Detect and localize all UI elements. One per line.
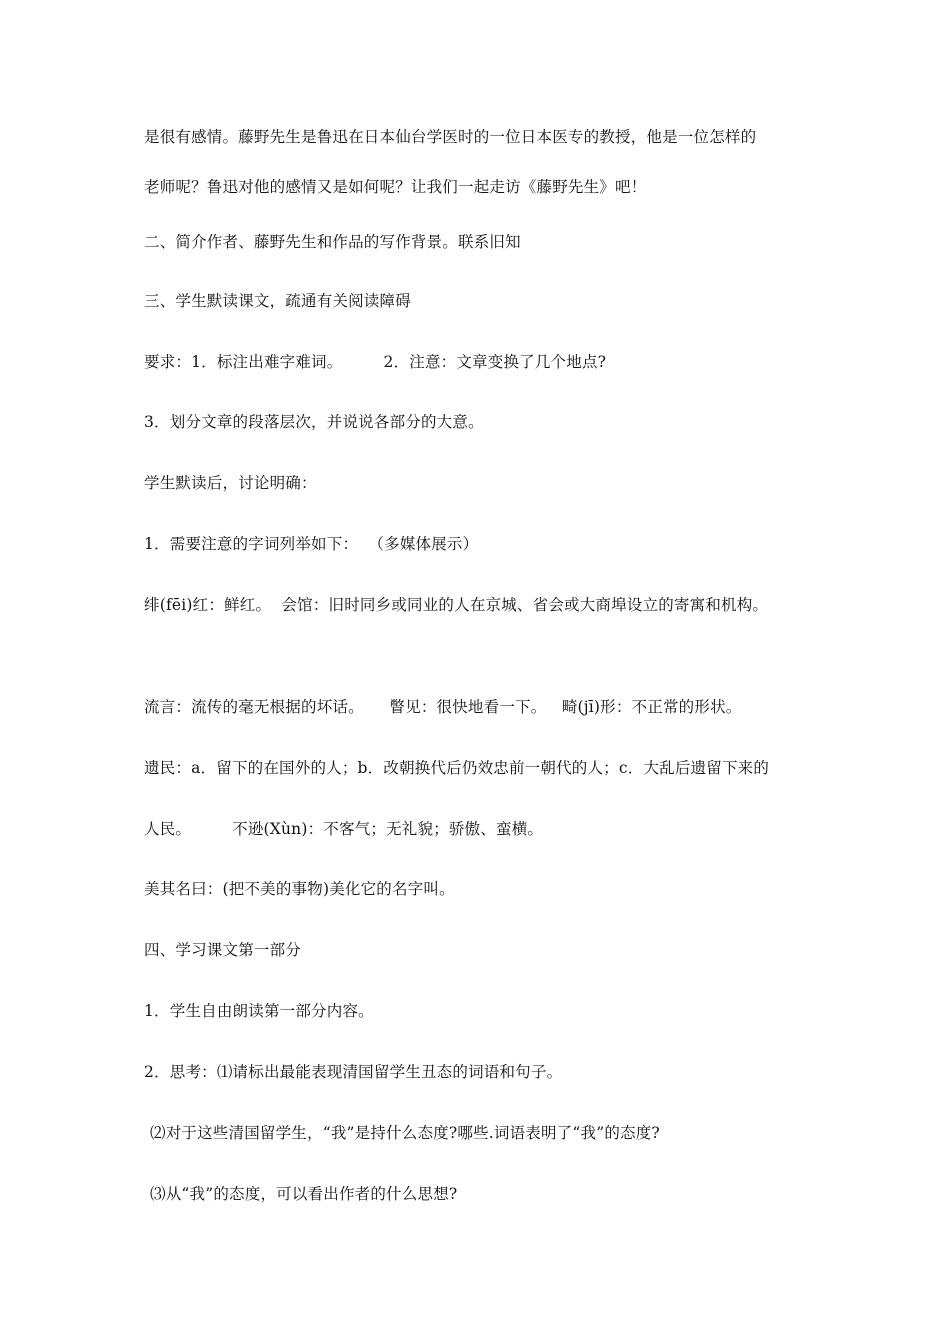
paragraph-line: 是很有感情。藤野先生是鲁迅在日本仙台学医时的一位日本医专的教授，他是一位怎样的	[144, 128, 757, 146]
section-heading: 二、简介作者、藤野先生和作品的写作背景。联系旧知	[144, 233, 521, 251]
vocabulary-line: 流言：流传的毫无根据的坏话。 瞥见：很快地看一下。 畸(jī)形：不正常的形状。	[144, 698, 742, 716]
requirement-line: 要求：1．标注出难字难词。 2．注意：文章变换了几个地点?	[144, 353, 607, 371]
list-item: 1．需要注意的字词列举如下： （多媒体展示）	[144, 535, 479, 553]
vocabulary-line: 美其名曰：(把不美的事物)美化它的名字叫。	[144, 880, 455, 898]
section-heading: 三、学生默读课文，疏通有关阅读障碍	[144, 292, 411, 310]
vocabulary-line: 绯(fēi)红：鲜红。 会馆：旧时同乡或同业的人在京城、省会或大商埠设立的寄寓和机构。	[144, 596, 769, 614]
vocabulary-line: 遗民：a．留下的在国外的人；b．改朝换代后仍效忠前一朝代的人；c．大乱后遗留下来的	[144, 759, 770, 777]
question-line: ⑶从“我”的态度，可以看出作者的什么思想?	[150, 1185, 458, 1203]
question-line: ⑵对于这些清国留学生，“我”是持什么态度?哪些.词语表明了“我”的态度?	[150, 1124, 660, 1142]
vocabulary-line: 人民。 不逊(Xùn)：不客气；无礼貌；骄傲、蛮横。	[144, 820, 544, 838]
requirement-line: 3．划分文章的段落层次，并说说各部分的大意。	[144, 413, 484, 431]
list-item: 1．学生自由朗读第一部分内容。	[144, 1002, 374, 1020]
paragraph-line: 老师呢？鲁迅对他的感情又是如何呢？让我们一起走访《藤野先生》吧！	[144, 178, 647, 196]
list-item: 2．思考：⑴请标出最能表现清国留学生丑态的词语和句子。	[144, 1063, 563, 1081]
section-heading: 四、学习课文第一部分	[144, 941, 302, 959]
paragraph-line: 学生默读后，讨论明确：	[144, 474, 317, 492]
